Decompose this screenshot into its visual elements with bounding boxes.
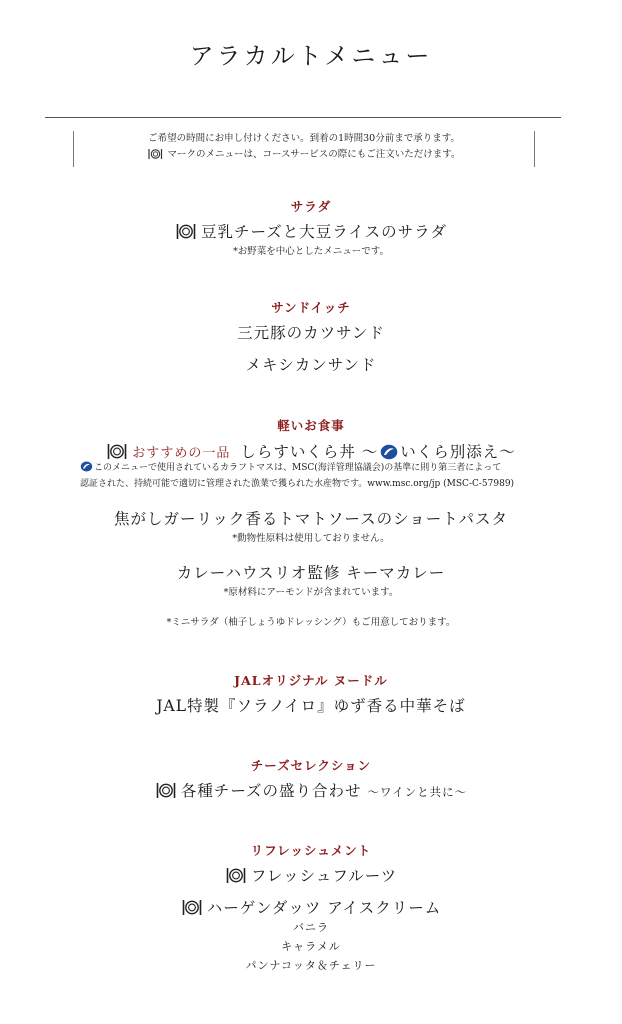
course-mark-icon (225, 867, 247, 888)
header-divider (45, 117, 561, 118)
course-mark-icon (181, 899, 203, 920)
section-heading-noodle: JALオリジナル ヌードル (234, 673, 388, 688)
msc-note-line-1-text: このメニューで使用されているカラフトマスは、MSC(海洋管理協議会)の基準に則り第三者によって (94, 463, 502, 473)
ice-cream-label: ハーゲンダッツ アイスクリーム (206, 899, 442, 917)
salad-note: *お野菜を中心としたメニューです。 (233, 246, 389, 257)
notice-line-1: ご希望の時間にお申し付けください。到着の1時間30分前まで承ります。 (148, 133, 460, 144)
notice-line-2 (74, 147, 534, 166)
menu-item-salad-label: 豆乳チーズと大豆ライスのサラダ (201, 223, 447, 241)
curry-note: *原材料にアーモンドが含まれています。 (223, 587, 399, 598)
menu-item-ice-cream[interactable] (0, 896, 622, 920)
section-heading-light-meal: 軽いお食事 (277, 418, 345, 433)
menu-item-chuka-soba[interactable]: JAL特製『ソラノイロ』ゆず香る中華そば (156, 697, 466, 715)
recommend-label: おすすめの一品 (132, 446, 231, 461)
msc-note-line-1 (80, 461, 550, 477)
page-title: アラカルトメニュー (189, 42, 433, 70)
menu-item-katsu-sandwich[interactable]: 三元豚のカツサンド (237, 324, 385, 342)
section-heading-refreshment: リフレッシュメント (250, 843, 372, 858)
flavor-vanilla: バニラ (293, 921, 329, 934)
cheese-item-suffix: ～ワインと共に～ (367, 785, 468, 799)
msc-label-icon (80, 461, 93, 477)
service-notice (73, 131, 535, 167)
section-heading-sandwich: サンドイッチ (271, 300, 351, 315)
notice-line-2-text: マークのメニューは、コースサービスの際にもご注文いただけます。 (167, 149, 461, 160)
menu-item-salad[interactable] (0, 220, 622, 244)
msc-certification-note (80, 461, 550, 491)
flavor-pannacotta-cherry: パンナコッタ＆チェリー (245, 959, 377, 972)
course-mark-icon (155, 782, 177, 803)
ikura-don-label: しらすいくら丼 ～ (240, 443, 379, 461)
menu-item-keema-curry[interactable]: カレーハウスリオ監修 キーマカレー (176, 564, 446, 582)
course-mark-icon (175, 223, 197, 244)
flavor-caramel: キャラメル (281, 940, 341, 953)
mini-salad-note: *ミニサラダ（柚子しょうゆドレッシング）もご用意しております。 (166, 617, 456, 628)
ikura-side-label: いくら別添え～ (400, 443, 516, 461)
menu-item-cheese-assortment[interactable] (0, 779, 622, 803)
course-mark-icon (147, 148, 163, 166)
menu-item-fresh-fruit[interactable] (0, 864, 622, 888)
section-heading-cheese: チーズセレクション (250, 758, 372, 773)
pasta-note: *動物性原料は使用しておりません。 (232, 533, 390, 544)
menu-item-mexican-sandwich[interactable]: メキシカンサンド (245, 356, 377, 374)
msc-note-line-2: 認証された、持続可能で適切に管理された漁業で獲られた水産物です。www.msc.org/jp (MSC-C-57989) (80, 479, 515, 489)
fresh-fruit-label: フレッシュフルーツ (250, 867, 398, 885)
cheese-item-label: 各種チーズの盛り合わせ (180, 782, 362, 800)
section-heading-salad: サラダ (290, 199, 332, 214)
menu-item-short-pasta[interactable]: 焦がしガーリック香るトマトソースのショートパスタ (114, 510, 508, 528)
